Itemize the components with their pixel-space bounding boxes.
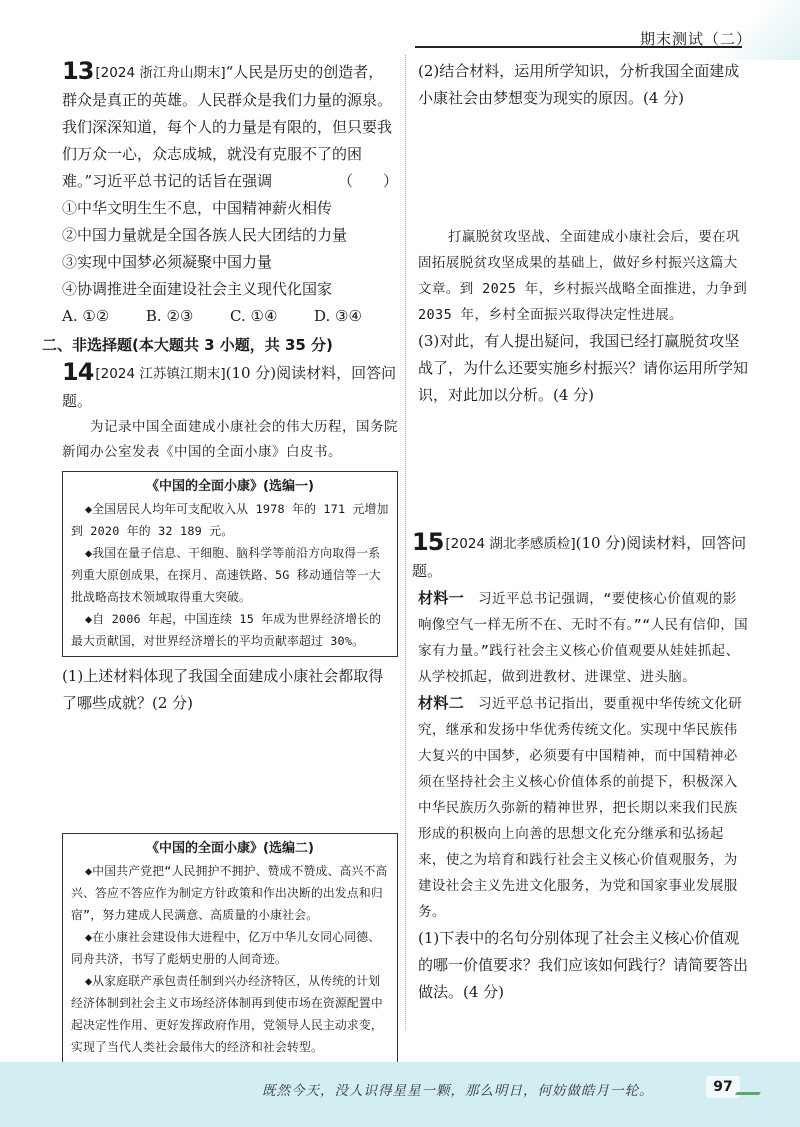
- box1-item: ◆我国在量子信息、干细胞、脑科学等前沿方向取得一系列重大原创成果，在探月、高速铁路、5G 移动通信等一大批战略高技术领域取得重大突破。: [71, 546, 381, 604]
- mat2-text: 习近平总书记指出，要重视中华传统文化研究，继承和发扬中华优秀传统文化。实现中华民族伟大复兴的中国梦，必须要有中国精神，而中国精神必须在坚持社会主义核心价值体系的前提下，积极深入中华民族历久弥新的精神世界，把长期以来我们民族形成的积极向上向善的思想文化充分继承和弘扬起来，使之为培育和践行社会主义核心价值观服务，为建设社会主义先进文化服务，为党和国家事业发展服务。: [418, 696, 743, 920]
- q15-number: 15: [412, 528, 444, 556]
- right-column: [412, 58, 749, 1006]
- q14-source: [2024 江苏镇江期末]: [95, 366, 226, 382]
- answer-space[interactable]: [418, 112, 748, 224]
- q15-stem-line: [412, 529, 748, 585]
- q13-option: ④协调推进全面建设社会主义现代化国家: [62, 280, 333, 298]
- q14-sub2: (2)结合材料，运用所学知识，分析我国全面建成小康社会由梦想变为现实的原因。(4 分): [418, 62, 740, 107]
- mat2-label: 材料二: [418, 694, 465, 712]
- header-label: 期末测试（二）: [640, 30, 753, 48]
- section-title: 二、非选择题(本大题共 3 小题，共 35 分): [42, 336, 333, 354]
- page-number: 97: [706, 1076, 740, 1098]
- pencil-icon: [735, 1078, 769, 1095]
- q14-sub3: (3)对此，有人提出疑问，我国已经打赢脱贫攻坚战了，为什么还要实施乡村振兴？请你运用所学知识，对此加以分析。(4 分): [418, 332, 749, 404]
- header-rule: [415, 46, 742, 48]
- page-footer: [0, 1062, 800, 1127]
- mat1-text: 习近平总书记强调，“要使核心价值观的影响像空气一样无所不在、无时不有。”“人民有信仰，国家有力量。”践行社会主义核心价值观要从娃娃抓起、从学校抓起，做到进教材、进课堂、进头脑。: [418, 591, 749, 685]
- page-header: [0, 0, 800, 60]
- q14-sub1: (1)上述材料体现了我国全面建成小康社会都取得了哪些成就？(2 分): [62, 667, 384, 712]
- box1-item: ◆自 2006 年起，中国连续 15 年成为世界经济增长的最大贡献国，对世界经济增长的平均贡献率超过 30%。: [71, 612, 382, 648]
- material-box-1: [62, 471, 398, 657]
- box2-title: 《中国的全面小康》(选编二): [146, 841, 314, 856]
- q13-source: [2024 浙江舟山期末]: [95, 65, 226, 81]
- q15-sub1: (1)下表中的名句分别体现了社会主义核心价值观的哪一价值要求？我们应该如何践行？请简要答出做法。(4 分): [418, 929, 749, 1001]
- footer-quote: 既然今天，没人识得星星一颗，那么明日，何妨做皓月一轮。: [262, 1083, 654, 1099]
- q14-intro: 为记录中国全面建成小康社会的伟大历程，国务院新闻办公室发表《中国的全面小康》白皮书。: [62, 419, 398, 460]
- q13-number: 13: [62, 57, 94, 85]
- choice-a: A. ①②: [62, 307, 110, 325]
- q13-choices: [62, 303, 362, 330]
- column-divider: [405, 55, 406, 1030]
- mat1-label: 材料一: [418, 589, 465, 607]
- choice-d: D. ③④: [314, 307, 362, 325]
- q15-material2: [418, 690, 748, 925]
- q13-option: ③实现中国梦必须凝聚中国力量: [62, 253, 273, 271]
- q13-answer-bracket: （ ）: [337, 172, 398, 190]
- q14-material3: 打赢脱贫攻坚战、全面建成小康社会后，要在巩固拓展脱贫攻坚成果的基础上，做好乡村振兴这篇大文章。到 2025 年，乡村振兴战略全面推进，力争到 2035 年，乡村全面振兴取得决定性进展。: [418, 229, 748, 323]
- q14-prompt: (10 分)阅读材料，回答问题。: [62, 364, 397, 410]
- material-box-2: [62, 833, 398, 1063]
- q14-stem-line: [62, 359, 398, 415]
- q13-stem-line: [62, 58, 398, 195]
- q15-source: [2024 湖北孝感质检]: [445, 536, 576, 552]
- box1-title: 《中国的全面小康》(选编一): [146, 479, 314, 494]
- box2-item: ◆在小康社会建设伟大进程中，亿万中华儿女同心同德、同舟共济，书写了彪炳史册的人间奇迹。: [71, 930, 381, 966]
- q15-prompt: (10 分)阅读材料，回答问题。: [412, 534, 747, 580]
- left-column: [42, 57, 398, 1069]
- answer-space[interactable]: [62, 717, 398, 827]
- choice-b: B. ②③: [145, 307, 194, 325]
- choice-c: C. ①④: [230, 307, 278, 325]
- q14-number: 14: [62, 358, 94, 386]
- q13-option: ②中国力量就是全国各族人民大团结的力量: [62, 226, 348, 244]
- q13-stem: “人民是历史的创造者，群众是真正的英雄。人民群众是我们力量的源泉。我们深深知道，每个人的力量是有限的，但只要我们万众一心，众志成城，就没有克服不了的困难。”习近平总书记的话旨在强调: [62, 63, 393, 190]
- box2-item: ◆从家庭联产承包责任制到兴办经济特区，从传统的计划经济体制到社会主义市场经济体制再到使市场在资源配置中起决定性作用、更好发挥政府作用，党领导人民主动求变，实现了当代人类社会最伟大的经济和社会转型。: [71, 974, 383, 1054]
- q13-option: ①中华文明生生不息，中国精神薪火相传: [62, 199, 333, 217]
- q15-material1: [418, 585, 748, 690]
- answer-space[interactable]: [418, 409, 748, 529]
- box1-item: ◆全国居民人均年可支配收入从 1978 年的 171 元增加到 2020 年的 32 189 元。: [71, 502, 389, 538]
- box2-item: ◆中国共产党把“人民拥护不拥护、赞成不赞成、高兴不高兴、答应不答应作为制定方针政策和作出决断的出发点和归宿”，努力建成人民满意、高质量的小康社会。: [71, 864, 388, 922]
